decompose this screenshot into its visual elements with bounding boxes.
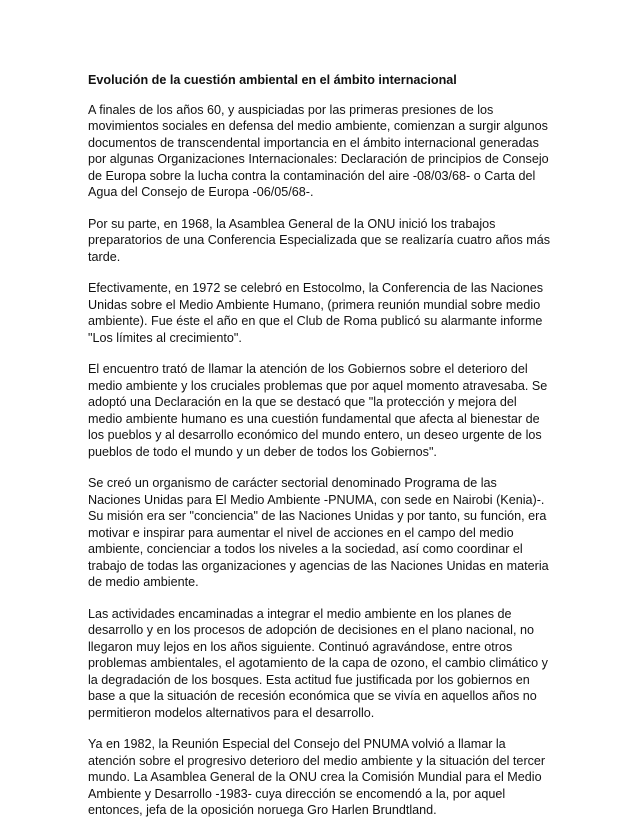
paragraph-1982: Ya en 1982, la Reunión Especial del Consejo del PNUMA volvió a llamar la atención sobre el progresivo deterioro del medio ambiente y la situación del tercer mundo. La Asamblea General de la ONU crea la Comisión Mundial para el Medio Ambiente y Desarrollo -1983- cuya dirección se encomendó a la, por aquel entonces, jefa de la oposición noruega Gro Harlen Brundtland.: [88, 737, 546, 817]
paragraph-1968: Por su parte, en 1968, la Asamblea General de la ONU inició los trabajos preparatorios de una Conferencia Especializada que se realizaría cuatro años más tarde.: [88, 216, 551, 264]
paragraph-pnuma: Se creó un organismo de carácter sectorial denominado Programa de las Naciones Unidas para El Medio Ambiente -PNUMA, con sede en Nairobi (Kenia)-. Su misión era ser "conciencia" de las Naciones Unidas y por tanto, su función, era motivar e inspirar para aumentar el nivel de acciones en el campo del medio ambiente, concienciar a todos los niveles a la sociedad, así como coordinar el trabajo de todas las organizaciones y agencias de las Naciones Unidas en materia de medio ambiente.: [88, 476, 549, 589]
paragraph-1972: Efectivamente, en 1972 se celebró en Estocolmo, la Conferencia de las Naciones Unidas sobre el Medio Ambiente Humano, (primera reunión mundial sobre medio ambiente). Fue éste el año en que el Club de Roma publicó su alarmante informe "Los límites al crecimiento".: [88, 281, 544, 345]
paragraph-actividades: Las actividades encaminadas a integrar el medio ambiente en los planes de desarrollo y en los procesos de adopción de decisiones en el plano nacional, no llegaron muy lejos en los años siguiente. Continuó agravándose, entre otros problemas ambientales, el agotamiento de la capa de ozono, el cambio climático y la degradación de los bosques. Esta actitud fue justificada por los gobiernos en base a que la situación de recesión económica que se vivía en aquellos años no permitieron modelos alternativos para el desarrollo.: [88, 606, 548, 720]
document-title: Evolución de la cuestión ambiental en el ámbito internacional: [88, 73, 457, 87]
document-body: [88, 72, 552, 834]
paragraph-encuentro: El encuentro trató de llamar la atención de los Gobiernos sobre el deterioro del medio ambiente y los cruciales problemas que por aquel momento atravesaba. Se adoptó una Declaración en la que se destacó que "la protección y mejora del medio ambiente humano es una cuestión fundamental que afecta al bienestar de los pueblos y al desarrollo económico del mundo entero, un deseo urgente de los pueblos de todo el mundo y un deber de todos los Gobiernos".: [88, 362, 548, 459]
paragraph-late-60s: A finales de los años 60, y auspiciadas por las primeras presiones de los movimientos sociales en defensa del medio ambiente, comienzan a surgir algunos documentos de transcendental importancia en el ámbito internacional generadas por algunas Organizaciones Internacionales: Declaración de principios de Consejo de Europa sobre la lucha contra la contaminación del aire -08/03/68- o Carta del Agua del Consejo de Europa -06/05/68-.: [88, 102, 549, 199]
